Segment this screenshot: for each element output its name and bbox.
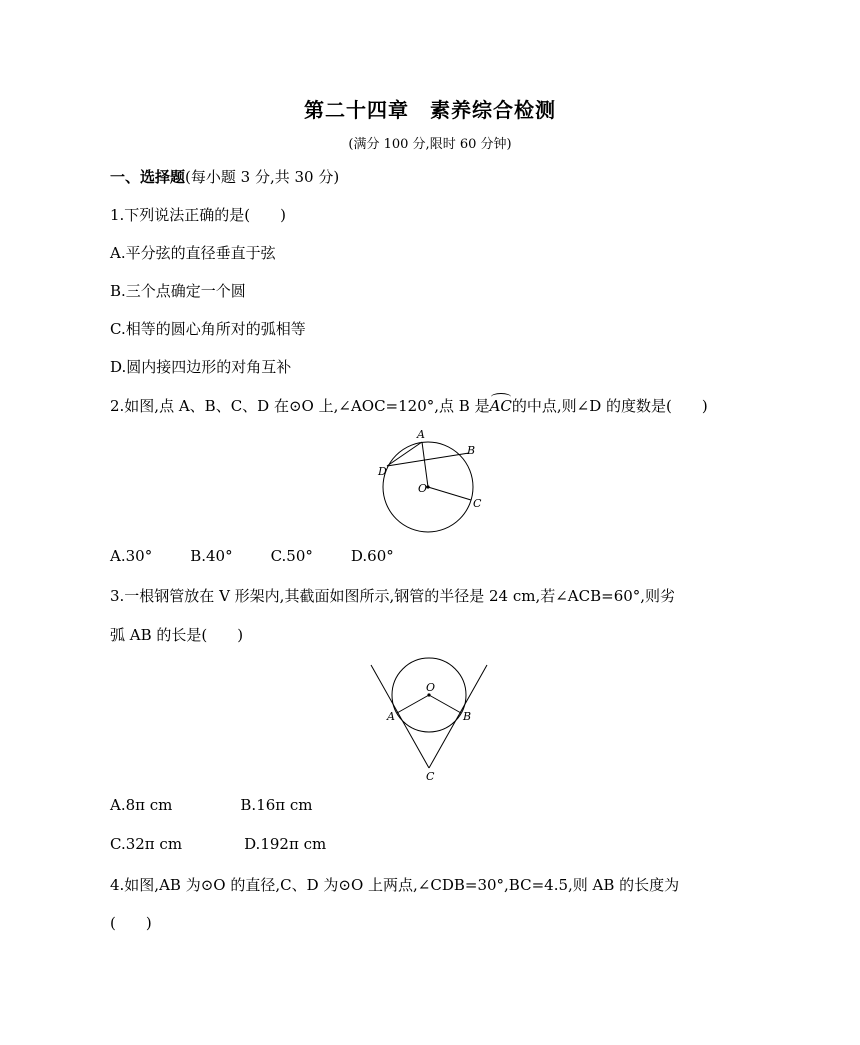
- question-2-option-c: C.50°: [270, 547, 313, 565]
- question-2-figure: [370, 425, 500, 537]
- question-4-stem-line-1: 4.如图,AB 为⊙O 的直径,C、D 为⊙O 上两点,∠CDB=30°,BC=4.5,则 AB 的长度为: [110, 876, 680, 894]
- q2-label-d: D: [378, 465, 387, 478]
- q3-segment-oa: [397, 695, 429, 713]
- q2-segment-oa: [422, 442, 428, 487]
- question-3-stem-line-2: 弧 AB 的长是( ): [110, 626, 244, 644]
- q2-label-c: C: [473, 497, 482, 510]
- q3-v-left: [371, 665, 429, 768]
- question-1-option-d: D.圆内接四边形的对角互补: [110, 358, 292, 376]
- q3-label-o: O: [426, 681, 436, 694]
- q2-label-a: A: [417, 428, 425, 441]
- q2-segment-db: [387, 453, 469, 466]
- question-3-option-c: C.32π cm: [110, 835, 183, 853]
- q3-label-c: C: [426, 770, 435, 783]
- page-subtitle: (满分 100 分,限时 60 分钟): [348, 137, 512, 152]
- question-2-arc-ac: AC: [489, 397, 512, 415]
- question-3-option-a: A.8π cm: [110, 796, 173, 814]
- q2-label-b: B: [467, 444, 476, 457]
- question-3-option-b: B.16π cm: [240, 796, 313, 814]
- question-4-stem-line-2: ( ): [110, 914, 152, 932]
- question-3-options-row-1: [110, 796, 313, 814]
- question-2-option-d: D.60°: [350, 547, 394, 565]
- q3-label-b: B: [463, 710, 472, 723]
- question-3-stem-line-1: 3.一根钢管放在 V 形架内,其截面如图所示,钢管的半径是 24 cm,若∠ACB=60°,则劣: [110, 587, 676, 605]
- q3-segment-ob: [429, 695, 461, 713]
- section-heading-label: 一、选择题: [110, 168, 186, 186]
- question-2-stem-before: 2.如图,点 A、B、C、D 在⊙O 上,∠AOC=120°,点 B 是: [110, 397, 490, 415]
- q3-label-a: A: [387, 710, 395, 723]
- page-title: 第二十四章 素养综合检测: [304, 98, 556, 122]
- question-1-option-b: B.三个点确定一个圆: [110, 282, 246, 300]
- question-3-options-row-2: [110, 835, 326, 853]
- section-heading-note: (每小题 3 分,共 30 分): [185, 168, 340, 186]
- question-2-stem: [110, 395, 708, 416]
- question-3-option-d: D.192π cm: [244, 835, 327, 853]
- q2-segment-da: [387, 442, 422, 466]
- question-2-option-b: B.40°: [190, 547, 233, 565]
- question-1-option-a: A.平分弦的直径垂直于弦: [110, 244, 276, 262]
- q3-v-right: [429, 665, 487, 768]
- question-2-option-a: A.30°: [110, 547, 153, 565]
- q2-segment-oc: [428, 487, 471, 500]
- question-2-options: [110, 547, 394, 565]
- section-heading: [110, 166, 339, 187]
- question-1-option-c: C.相等的圆心角所对的弧相等: [110, 320, 306, 338]
- q2-label-o: O: [418, 482, 428, 495]
- question-3-figure: [365, 655, 495, 785]
- question-2-stem-after: 的中点,则∠D 的度数是( ): [511, 397, 708, 415]
- question-1-stem: 1.下列说法正确的是( ): [110, 206, 287, 224]
